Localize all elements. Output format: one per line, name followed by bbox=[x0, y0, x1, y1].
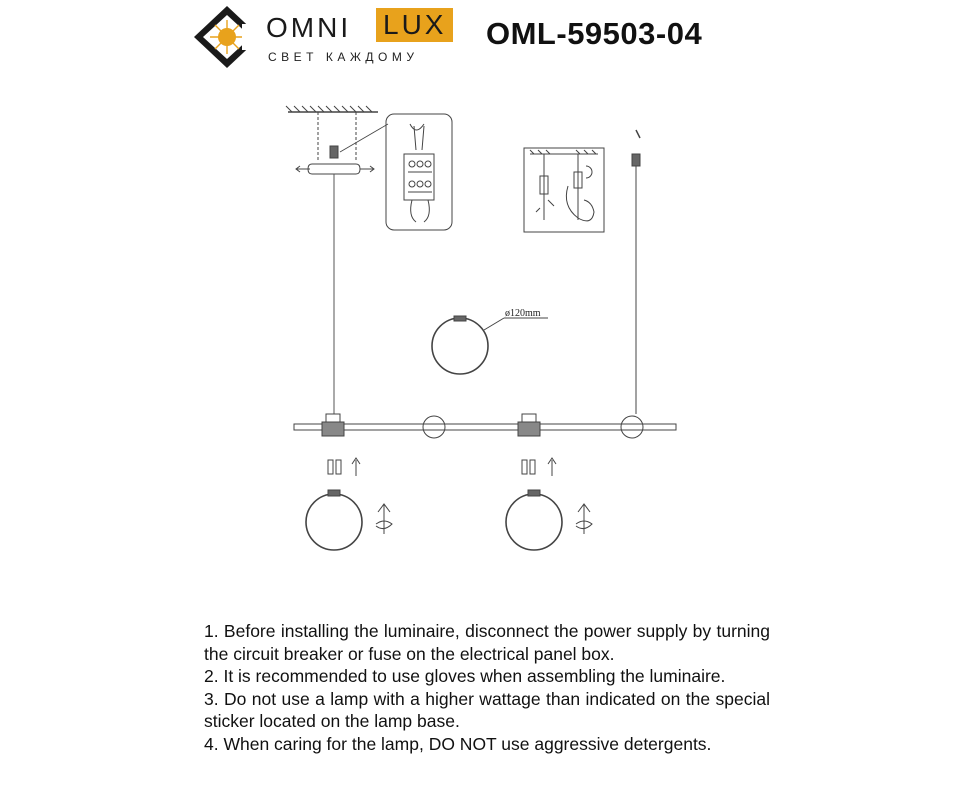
brand-tagline: СВЕТ КАЖДОМУ bbox=[268, 50, 419, 64]
omnilux-logo bbox=[192, 4, 462, 70]
brand-lux-text: LUX bbox=[376, 8, 453, 42]
ring-diameter-label: ø120mm bbox=[505, 308, 541, 319]
brand-omni-text: OMNI bbox=[266, 12, 352, 43]
installation-notes bbox=[204, 620, 770, 755]
note-item: 4. When caring for the lamp, DO NOT use aggressive detergents. bbox=[204, 733, 712, 754]
model-number: OML-59503-04 bbox=[486, 16, 703, 51]
terminal-block-detail bbox=[386, 114, 452, 230]
suspension-cable-right bbox=[632, 130, 640, 414]
diamond-sun-logo-icon bbox=[192, 4, 262, 70]
connector-arrow-middle bbox=[522, 458, 556, 476]
ring-middle bbox=[506, 490, 592, 550]
ring-dimension bbox=[432, 316, 548, 374]
note-item: 1. Before installing the luminaire, disconnect the power supply by turning the circuit breaker or fuse on the electrical panel box. bbox=[204, 621, 770, 664]
installation-diagram bbox=[0, 90, 978, 610]
note-item: 2. It is recommended to use gloves when assembling the luminaire. bbox=[204, 666, 726, 686]
header bbox=[0, 0, 978, 80]
ring-left bbox=[306, 490, 392, 550]
note-item: 3. Do not use a lamp with a higher wattage than indicated on the special sticker located on the lamp base. bbox=[204, 688, 770, 731]
ceiling-mount-left bbox=[286, 106, 388, 414]
connector-arrow-left bbox=[328, 458, 360, 476]
cable-adjust-detail bbox=[524, 148, 604, 232]
horizontal-bar bbox=[294, 414, 676, 438]
